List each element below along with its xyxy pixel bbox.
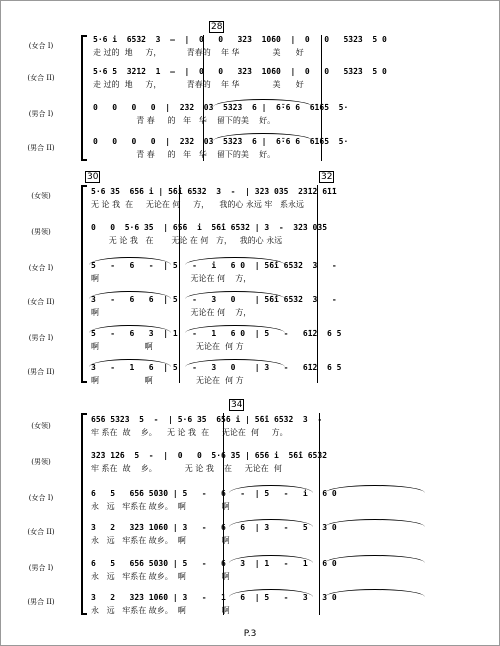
lyric-line: 啊 无论在 何 方， [91, 308, 252, 317]
part-label: (男合 I) [28, 564, 54, 572]
lyric-line: 永 远 牢系在 故乡。 啊 啊 [91, 502, 230, 511]
part-label: (女合 II) [27, 298, 55, 306]
part-label: (男合 I) [28, 110, 54, 118]
part-label: (女合 II) [27, 528, 55, 536]
part-label: (男合 II) [27, 144, 55, 152]
lyric-line: 牢 系在 故 乡。 无 论 我 在 无论在 何 方。 [91, 428, 288, 437]
part-label: (女领) [31, 422, 51, 430]
part-label: (男领) [31, 228, 51, 236]
lyric-line: 永 远 牢系在 故乡。 啊 啊 [91, 606, 230, 615]
notation-line: 6̄5̄6 5̄3̄2̄3 5 - | 5·6 3̄5 6̄5̄6 i | 5̄6̄i 6̄5̄3̄2 3 - [91, 415, 323, 424]
notation-line: 5 - 6 - | 5 - i 6 0 | 5̄6̄i 6̄5̄3̄2 3 - [91, 261, 337, 270]
notation-line: 3 2 3̄2̄3 1̄0̄6̄0 | 3 - 6 6 | 3 - 5 3 0 [91, 523, 337, 532]
notation-line: 5·6 5 3̄2̄1̄2 1 — | 0 0 3̄2̄3 1̄0̄6̄0 | 0 0 5̄3̄2̄3 5 0 [93, 67, 387, 76]
notation-line: 0 0 0 0 | 2̄3̄2 0̄3 5̄3̄2̄3 6 | 6̄·6 6 6̄1̄6̄5 5· [93, 137, 349, 146]
lyric-line: 无 论 我 在 无论在 何 方， 我的心 永远 牢 系永远 [91, 200, 305, 209]
slur [325, 485, 425, 493]
lyric-line: 永 远 牢系在 故乡。 啊 啊 [91, 572, 230, 581]
barline [223, 413, 224, 615]
slur [325, 519, 425, 527]
lyric-line: 啊 啊 无论在 何 方 [91, 342, 244, 351]
notation-line: 6 5 6̄5̄6 5̄0̄3̄0 | 5 - 6 3 | 1 - 1 6 0 [91, 559, 337, 568]
part-label: (男领) [31, 458, 51, 466]
notation-line: 5·6 i 6̄5̄3̄2 3 — | 0 0 3̄2̄3 1̄0̄6̄0 | 0 0 5̄3̄2̄3 5 0 [93, 35, 387, 44]
measure-number: 28 [211, 22, 223, 32]
lyric-line: 永 远 牢系在 故乡。 啊 啊 [91, 536, 230, 545]
part-label: (男合 II) [27, 598, 55, 606]
notation-line: 5·6 3̄5 6̄5̄6 i | 5̄6̄i 6̄5̄3̄2 3 - | 3̄2̄3 0̄3̄5 2̄3̄1̄2 6̄1̄1 [91, 187, 337, 196]
notation-line: 5 - 6 3 | 1 - 1 6 0 | 5 - 6̄1̄2 6 5 [91, 329, 342, 338]
page-number: P.3 [243, 629, 257, 639]
measure-number: 32 [321, 172, 333, 182]
system-bracket [81, 185, 83, 383]
slur [325, 555, 425, 563]
notation-line: 3 - 1 6 | 5 - 3 0 | 3 - 6̄1̄2 6 5 [91, 363, 342, 372]
system-bracket [81, 413, 83, 615]
lyric-line: 无 论 我 在 无论 在 何 方， 我的心 永远 [91, 236, 283, 245]
part-label: (女合 I) [28, 494, 54, 502]
part-label: (女合 I) [28, 42, 54, 50]
system-bracket [81, 35, 83, 161]
part-label: (女合 II) [27, 74, 55, 82]
notation-line: 3̄2̄3 1̄2̄6 5 - | 0 0 5·6 3̄5 | 6̄5̄6 i 5̄6̄i 6̄5̄3̄2 [91, 451, 328, 460]
measure-number: 34 [231, 400, 243, 410]
lyric-line: 青 春 的 年 华 留下的美 好。 [93, 150, 276, 159]
barline [179, 185, 180, 383]
notation-line: 3 - 6 6 | 5 - 3 0 | 5̄6̄i 6̄5̄3̄2 3 - [91, 295, 337, 304]
measure-number: 30 [87, 172, 99, 182]
notation-line: 3 2 3̄2̄3 1̄0̄6̄0 | 3 - 1 6 | 5 - 3 3 0 [91, 593, 337, 602]
barline [319, 413, 320, 615]
part-label: (女合 I) [28, 264, 54, 272]
part-label: (男合 I) [28, 334, 54, 342]
lyric-line: 啊 啊 无论在 何 方 [91, 376, 244, 385]
notation-line: 0 0 5·6 3̄5 | 6̄5̄6 i 5̄6̄i 6̄5̄3̄2 | 3 - 3̄2̄3 0̄3̄5 [91, 223, 328, 232]
lyric-line: 走 过的 地 方， 青春的 年 华 美 好 [93, 80, 304, 89]
slur [325, 589, 425, 597]
lyric-line: 青 春 的 年 华 留下的美 好。 [93, 116, 276, 125]
lyric-line: 啊 无论在 何 方， [91, 274, 252, 283]
part-label: (男合 II) [27, 368, 55, 376]
barline [317, 185, 318, 383]
part-label: (女领) [31, 192, 51, 200]
notation-line: 6 5 6̄5̄6 5̄0̄3̄0 | 5 - 6 - | 5 - i 6 0 [91, 489, 337, 498]
lyric-line: 走 过的 地 方， 青春的 年 华 美 好 [93, 48, 304, 57]
lyric-line: 牢 系在 故 乡。 无 论 我 在 无论在 何 [91, 464, 282, 473]
notation-line: 0 0 0 0 | 2̄3̄2 0̄3 5̄3̄2̄3 6 | 6̄·6 6 6̄1̄6̄5 5· [93, 103, 349, 112]
